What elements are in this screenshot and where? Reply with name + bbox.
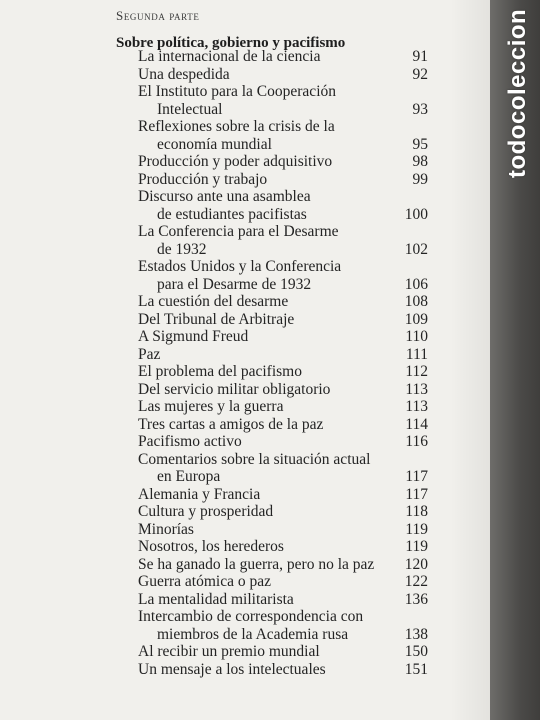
toc-page-number: 117 (405, 485, 428, 503)
toc-entry-title: Se ha ganado la guerra, pero no la paz (138, 555, 375, 573)
toc-page-number: 118 (405, 503, 428, 520)
toc-entry-title: Guerra atómica o paz (138, 573, 271, 590)
toc-page-number: 92 (412, 65, 428, 83)
toc-entry-title-continued: para el Desarme de 1932 (157, 275, 312, 293)
toc-entry-title: Cultura y prosperidad (138, 503, 274, 520)
toc-page-number: 109 (404, 310, 428, 328)
toc-entry-title: La cuestión del desarme (138, 293, 289, 310)
toc-page-number: 150 (404, 643, 428, 660)
toc-page-number: 98 (412, 153, 428, 170)
toc-page-number: 91 (412, 48, 428, 65)
toc-page-number: 120 (404, 555, 428, 573)
toc-page-number: 111 (405, 345, 428, 363)
toc-entry-title: La mentalidad militarista (138, 590, 294, 608)
watermark-logo (496, 0, 540, 720)
toc-entry-title: Minorías (138, 520, 194, 538)
toc-entry-title: Una despedida (138, 65, 230, 83)
toc-entry-title: La Conferencia para el Desarme (138, 223, 339, 240)
toc-entry-title: Comentarios sobre la situación actual (138, 450, 371, 468)
toc-entry-title: Paz (138, 345, 161, 363)
toc-entry-title-continued: en Europa (157, 468, 221, 485)
toc-entry-title: El problema del pacifismo (138, 363, 302, 380)
toc-page-number: 138 (404, 625, 428, 643)
toc-entry-title: La internacional de la ciencia (138, 48, 321, 65)
toc-entry-title-continued: Intelectual (157, 100, 223, 118)
toc-entry-title: Reflexiones sobre la crisis de la (138, 118, 335, 135)
toc-page-number: 100 (404, 205, 428, 223)
toc-entry-title: A Sigmund Freud (138, 328, 249, 345)
toc-entry-title: Intercambio de correspondencia con (138, 608, 364, 625)
toc-page-number: 95 (412, 135, 428, 153)
toc-page-number: 119 (405, 538, 428, 555)
toc-entry-title: El Instituto para la Cooperación (138, 83, 336, 100)
toc-entry-title: Pacifismo activo (138, 433, 242, 450)
toc-page-number: 113 (405, 380, 428, 398)
toc-page-number: 108 (404, 293, 428, 310)
toc-page-number: 151 (404, 660, 428, 678)
toc-entry-title-continued: miembros de la Academia rusa (157, 625, 349, 643)
toc-page-number: 106 (404, 275, 428, 293)
toc-page-number: 112 (405, 363, 428, 380)
toc-page-number: 93 (412, 100, 428, 118)
section-title: Sobre política, gobierno y pacifismo (116, 35, 346, 51)
toc-entry-title-continued: de 1932 (157, 240, 207, 258)
toc-entry-title: Alemania y Francia (138, 485, 261, 503)
toc-entry-title: Discurso ante una asamblea (138, 188, 311, 205)
toc-entry-title: Un mensaje a los intelectuales (138, 660, 326, 678)
watermark-text: todocoleccion (504, 8, 531, 178)
toc-entry-title: Al recibir un premio mundial (138, 643, 320, 660)
toc-entry-title: Tres cartas a amigos de la paz (138, 415, 324, 433)
toc-page-number: 110 (405, 328, 428, 345)
toc-entry-title: Producción y poder adquisitivo (138, 153, 333, 170)
toc-page-number: 99 (412, 170, 428, 188)
toc-page-number: 117 (405, 468, 428, 485)
toc-entry-title: Nosotros, los herederos (138, 538, 284, 555)
toc-entry-title: Del servicio militar obligatorio (138, 380, 331, 398)
toc-page-number: 113 (405, 398, 428, 415)
toc-page-number: 122 (404, 573, 428, 590)
running-head: Segunda parte (116, 8, 200, 23)
toc-entry-title: Estados Unidos y la Conferencia (138, 258, 342, 275)
toc-page-number: 116 (405, 433, 428, 450)
toc-entry-title: Las mujeres y la guerra (138, 398, 284, 415)
toc-entry-title-continued: de estudiantes pacifistas (157, 205, 307, 223)
toc-page-number: 119 (405, 520, 428, 538)
toc-page-number: 136 (404, 590, 428, 608)
toc-page-number: 102 (404, 240, 428, 258)
toc-page-number: 114 (405, 415, 428, 433)
toc-entry-title: Producción y trabajo (138, 170, 268, 188)
toc-entry-title-continued: economía mundial (157, 135, 272, 153)
toc-entry-title: Del Tribunal de Arbitraje (138, 310, 295, 328)
